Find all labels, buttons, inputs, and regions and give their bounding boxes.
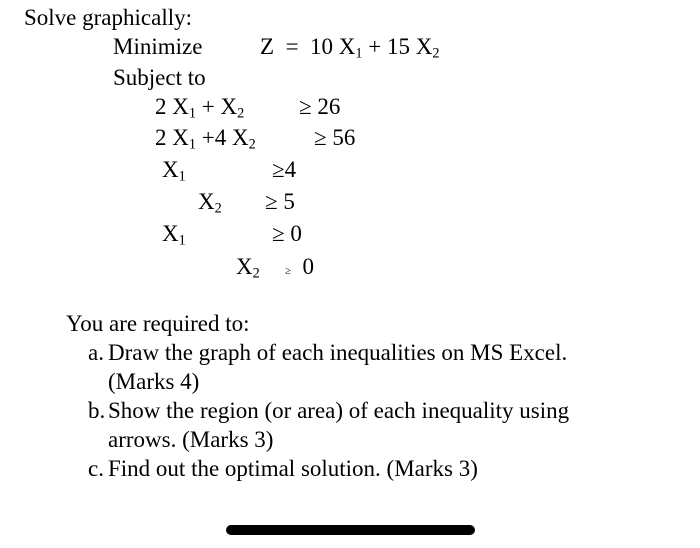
c1-var1: X — [172, 94, 189, 119]
c5-sign: ≥ — [272, 221, 285, 246]
c5-var: X — [162, 221, 179, 246]
c2-sub2: 2 — [248, 136, 256, 153]
constraint-1-lhs — [155, 94, 245, 122]
constraint-3-rhs — [272, 158, 296, 181]
constraint-2-lhs — [155, 125, 256, 153]
item-c-text: Find out the optimal solution. (Marks 3) — [108, 456, 478, 481]
c2-sign: ≥ — [314, 125, 327, 150]
constraint-5-rhs — [272, 222, 302, 245]
subject-to-label: Subject to — [113, 65, 206, 90]
c2-sub1: 1 — [188, 136, 196, 153]
required-intro: You are required to: — [66, 311, 250, 336]
item-b-text: Show the region (or area) of each inequality using — [108, 398, 570, 423]
c6-rhs: 0 — [302, 254, 315, 279]
c5-sub: 1 — [178, 232, 186, 249]
item-b-marks: arrows. (Marks 3) — [108, 427, 274, 452]
objective-verb: Minimize — [113, 34, 203, 59]
item-a-marks: (Marks 4) — [108, 369, 200, 394]
c4-rhs: 5 — [283, 189, 295, 214]
c6-var: X — [236, 254, 253, 279]
item-c-marker: c. — [88, 456, 104, 481]
c2-var2: X — [231, 125, 249, 150]
c1-plus: + — [201, 94, 215, 119]
objective-sub2: 2 — [432, 45, 440, 62]
constraint-1-rhs — [299, 95, 340, 118]
c2-coef1: 2 — [155, 125, 167, 150]
objective-var2: X — [415, 34, 433, 59]
objective-plus: + — [368, 34, 382, 59]
objective-function — [260, 34, 440, 62]
constraint-5-lhs — [162, 221, 186, 249]
c3-sub: 1 — [178, 168, 186, 185]
c1-sign: ≥ — [299, 94, 312, 119]
c3-var: X — [162, 157, 179, 182]
objective-var1: X — [338, 34, 356, 59]
constraint-3-lhs — [162, 157, 186, 185]
c2-coef2: 4 — [214, 125, 227, 150]
home-indicator[interactable] — [226, 525, 475, 535]
c1-var2: X — [220, 94, 238, 119]
objective-sub1: 1 — [355, 45, 363, 62]
c4-sign: ≥ — [265, 189, 278, 214]
c5-rhs: 0 — [290, 221, 302, 246]
objective-coef1: 10 — [310, 34, 334, 59]
c4-var: X — [198, 189, 215, 214]
c6-sub: 2 — [252, 265, 260, 282]
c3-sign: ≥ — [272, 157, 285, 182]
constraint-6-rhs — [285, 255, 314, 278]
objective-z: Z — [260, 34, 275, 59]
item-a-marker: a. — [88, 340, 104, 365]
c1-coef1: 2 — [155, 94, 167, 119]
c3-rhs: 4 — [284, 157, 297, 182]
c1-sub1: 1 — [188, 105, 196, 122]
c1-sub2: 2 — [237, 105, 245, 122]
constraint-4-rhs — [265, 190, 295, 213]
constraint-6-lhs — [236, 254, 260, 282]
constraint-2-rhs — [314, 126, 355, 149]
c2-plus: + — [201, 125, 215, 150]
objective-equals: = — [285, 34, 299, 59]
heading: Solve graphically: — [24, 5, 192, 30]
item-a-text: Draw the graph of each inequalities on MS Excel. — [108, 340, 568, 365]
constraint-4-lhs — [198, 189, 222, 217]
c4-sub: 2 — [214, 200, 222, 217]
c2-var1: X — [172, 125, 189, 150]
c2-rhs: 56 — [332, 125, 356, 150]
item-b-marker: b. — [88, 398, 106, 423]
c1-rhs: 26 — [317, 94, 341, 119]
c6-sign: ≥ — [285, 265, 292, 277]
objective-coef2: 15 — [387, 34, 411, 59]
